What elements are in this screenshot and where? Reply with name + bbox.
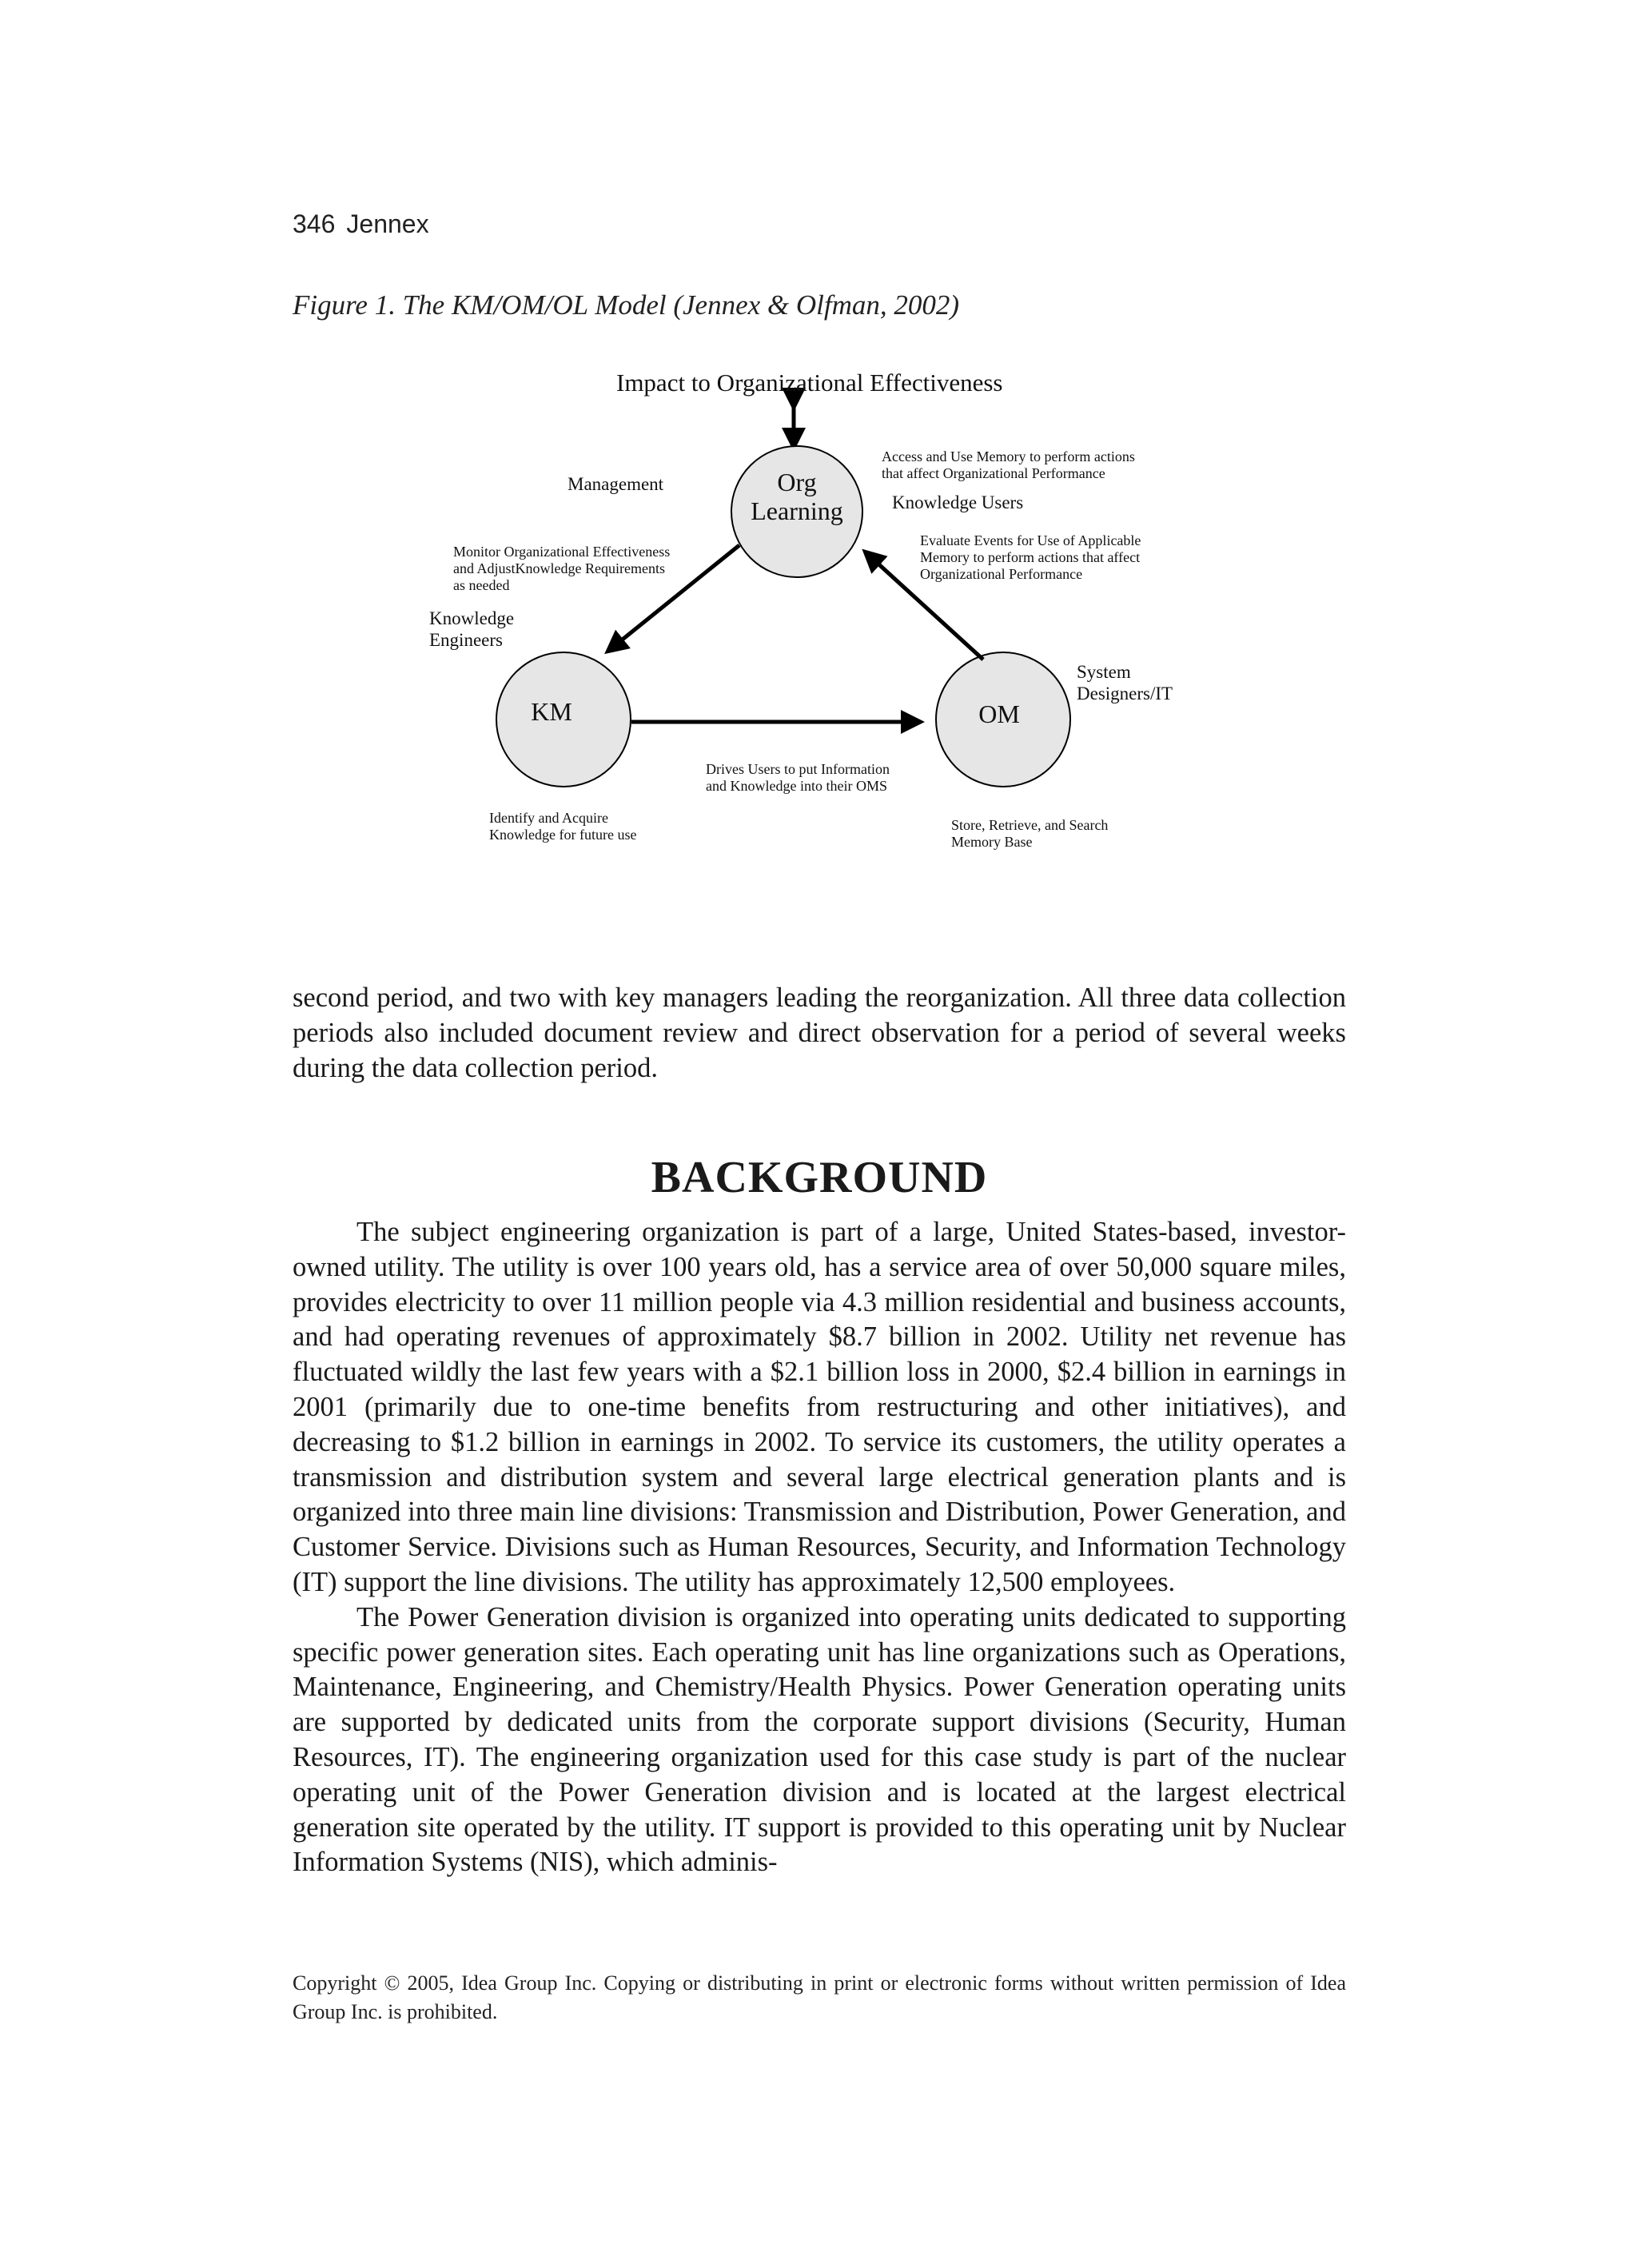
knowledge-engineers-label: Knowledge Engineers: [429, 608, 515, 650]
evaluate-events-label: Evaluate Events for Use of Applicable Memory to perform actions that affect Organizational Performance: [920, 532, 1141, 582]
figure-caption: Figure 1. The KM/OM/OL Model (Jennex & Olfman, 2002): [293, 289, 960, 321]
management-label: Management: [568, 474, 664, 494]
org-learning-label: Org Learning: [751, 468, 843, 525]
access-memory-label: Access and Use Memory to perform actions that affect Organizational Performance: [882, 448, 1135, 481]
km-label: KM: [531, 697, 572, 726]
section-heading: BACKGROUND: [651, 1153, 988, 1202]
system-designers-label: System Designers/IT: [1077, 662, 1173, 704]
paragraph: The Power Generation division is organized into operating units dedicated to supporting specific power generation sites. Each operating unit has line organizations such as Operations, Maintenance, Engineering, and Chemistry/Health Physics. Power Generation operating units are supported by dedicated units from the corporate support divisions (Security, Human Resources, IT). The engineering organization used for this case study is part of the nuclear operating unit of the Power Generation division and is located at the largest electrical generation site operated by the utility. IT support is provided to this operating unit by Nuclear Information Systems (NIS), which adminis-: [293, 1601, 1346, 1878]
knowledge-users-label: Knowledge Users: [892, 492, 1024, 512]
running-head-author: Jennex: [346, 209, 429, 238]
monitor-label: Monitor Organizational Effectiveness and AdjustKnowledge Requirements as needed: [453, 544, 671, 593]
page-number: 346: [293, 209, 336, 238]
background-section-body: [293, 1215, 1346, 1880]
identify-acquire-label: Identify and Acquire Knowledge for future use: [489, 810, 637, 843]
paragraph: second period, and two with key managers leading the reorganization. All three data collection periods also included document review and direct observation for a period of several weeks during the data collection period.: [293, 983, 1346, 1083]
impact-label: Impact to Organizational Effectiveness: [616, 369, 1003, 397]
copyright-footer: Copyright © 2005, Idea Group Inc. Copying or distributing in print or electronic forms without written permission of Idea Group Inc. is prohibited.: [293, 1971, 1346, 2023]
continuation-paragraph: [293, 981, 1346, 1086]
store-retrieve-label: Store, Retrieve, and Search Memory Base: [951, 817, 1109, 850]
paragraph: The subject engineering organization is part of a large, United States-based, investor-owned utility. The utility is over 100 years old, has a service area of over 50,000 square miles, provides electricity to over 11 million people via 4.3 million residential and business accounts, and had operating revenues of approximately $8.7 billion in 2002. Utility net revenue has fluctuated wildly the last few years with a $2.1 billion loss in 2000, $2.4 billion in earnings in 2001 (primarily due to one-time benefits from restructuring and other initiatives), and decreasing to $1.2 billion in earnings in 2002. To service its customers, the utility operates a transmission and distribution system and several large electrical generation plants and is organized into three main line divisions: Transmission and Distribution, Power Generation, and Customer Service. Divisions such as Human Resources, Security, and Information Technology (IT) support the line divisions. The utility has approximately 12,500 employees.: [293, 1217, 1346, 1597]
km-om-ol-figure: [0, 0, 1637, 919]
om-label: OM: [978, 700, 1020, 728]
drives-users-label: Drives Users to put Information and Knowledge into their OMS: [706, 761, 890, 794]
